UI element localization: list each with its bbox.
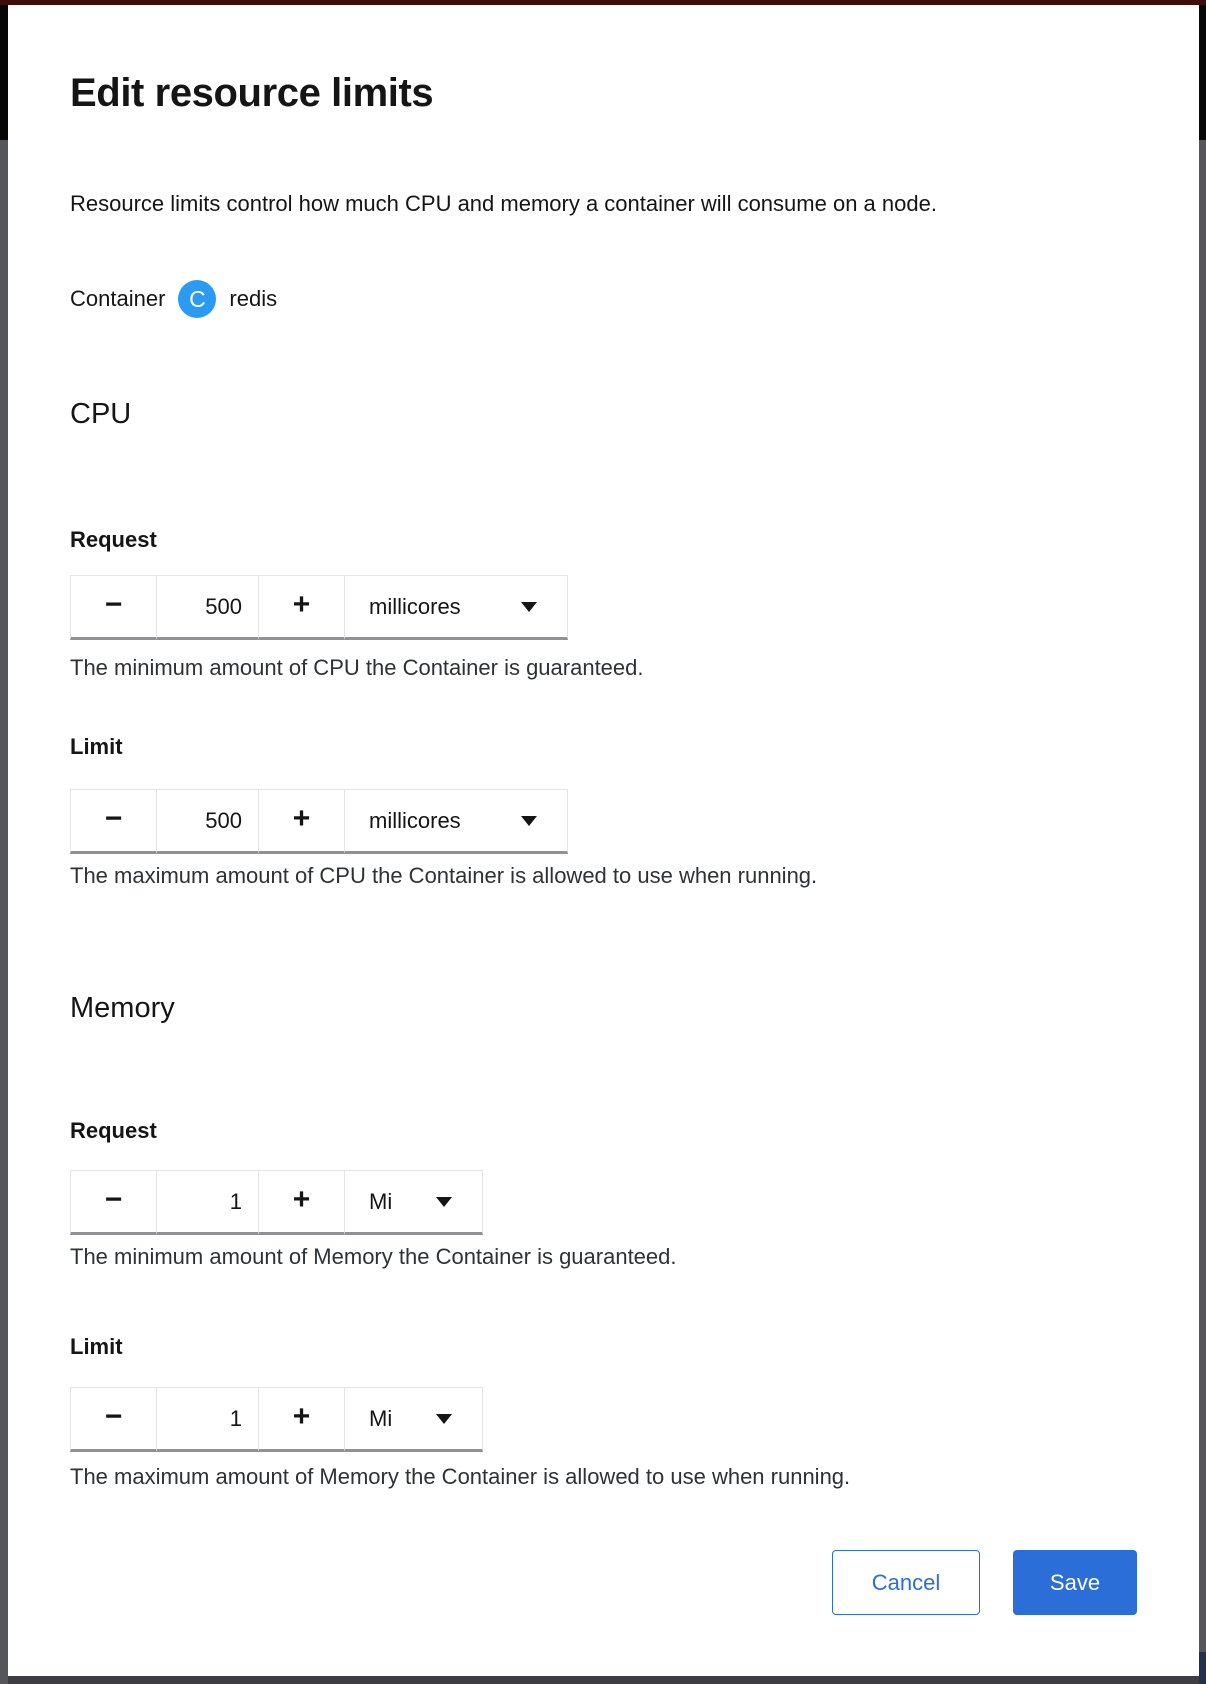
- container-name: redis: [229, 286, 278, 311]
- section-heading-memory: Memory: [70, 992, 175, 1024]
- memory-limit-input[interactable]: [157, 1388, 258, 1449]
- cancel-button[interactable]: Cancel: [832, 1550, 980, 1615]
- modal-description: Resource limits control how much CPU and memory a container will consume on a node.: [70, 191, 937, 216]
- caret-down-icon: [436, 1414, 452, 1424]
- container-label: Container: [70, 286, 166, 311]
- page-left-edge: [0, 140, 8, 1684]
- memory-limit-label: Limit: [70, 1334, 123, 1359]
- memory-limit-unit-value: Mi: [369, 1405, 393, 1431]
- cpu-limit-unit-select[interactable]: [344, 789, 568, 854]
- cpu-limit-increment-button[interactable]: +: [258, 789, 345, 854]
- memory-request-input[interactable]: [157, 1171, 258, 1232]
- cpu-request-unit-select[interactable]: [344, 575, 568, 640]
- memory-limit-value-cell: [156, 1387, 259, 1452]
- memory-request-unit-select[interactable]: [344, 1170, 483, 1235]
- cpu-request-row: [70, 575, 568, 640]
- memory-request-label: Request: [70, 1118, 157, 1143]
- memory-limit-increment-button[interactable]: +: [258, 1387, 345, 1452]
- memory-request-help: The minimum amount of Memory the Container is guaranteed.: [70, 1244, 677, 1269]
- cpu-request-input[interactable]: [157, 576, 258, 637]
- caret-down-icon: [521, 602, 537, 612]
- memory-limit-help: The maximum amount of Memory the Container is allowed to use when running.: [70, 1464, 851, 1489]
- cpu-request-value-cell: [156, 575, 259, 640]
- cpu-request-decrement-button[interactable]: −: [70, 575, 157, 640]
- caret-down-icon: [521, 816, 537, 826]
- container-badge-icon: [178, 280, 216, 318]
- memory-request-value-cell: [156, 1170, 259, 1235]
- cpu-request-increment-button[interactable]: +: [258, 575, 345, 640]
- page-bottom-edge: [8, 1676, 1199, 1684]
- caret-down-icon: [436, 1197, 452, 1207]
- page-right-edge-bottom: [1199, 1652, 1206, 1684]
- memory-limit-decrement-button[interactable]: −: [70, 1387, 157, 1452]
- memory-limit-row: [70, 1387, 483, 1452]
- memory-limit-unit-select[interactable]: [344, 1387, 483, 1452]
- page-title: Edit resource limits: [70, 71, 434, 115]
- page-left-edge-top: [0, 5, 8, 140]
- cpu-limit-label: Limit: [70, 734, 123, 759]
- cpu-limit-help: The maximum amount of CPU the Container is allowed to use when running.: [70, 863, 818, 888]
- container-badge-letter: C: [189, 285, 206, 312]
- save-button[interactable]: Save: [1013, 1550, 1137, 1615]
- cpu-limit-row: [70, 789, 568, 854]
- page-right-edge: [1199, 140, 1206, 1652]
- memory-request-increment-button[interactable]: +: [258, 1170, 345, 1235]
- cpu-request-label: Request: [70, 527, 157, 552]
- page-right-edge-top: [1199, 5, 1206, 140]
- cpu-limit-input[interactable]: [157, 790, 258, 851]
- memory-request-unit-value: Mi: [369, 1188, 393, 1214]
- container-row: [70, 280, 277, 318]
- cpu-request-help: The minimum amount of CPU the Container is guaranteed.: [70, 655, 644, 680]
- cpu-request-unit-value: millicores: [369, 593, 461, 619]
- cpu-limit-unit-value: millicores: [369, 807, 461, 833]
- cpu-limit-value-cell: [156, 789, 259, 854]
- memory-request-decrement-button[interactable]: −: [70, 1170, 157, 1235]
- section-heading-cpu: CPU: [70, 398, 132, 430]
- page-top-edge: [0, 0, 1206, 5]
- memory-request-row: [70, 1170, 483, 1235]
- cpu-limit-decrement-button[interactable]: −: [70, 789, 157, 854]
